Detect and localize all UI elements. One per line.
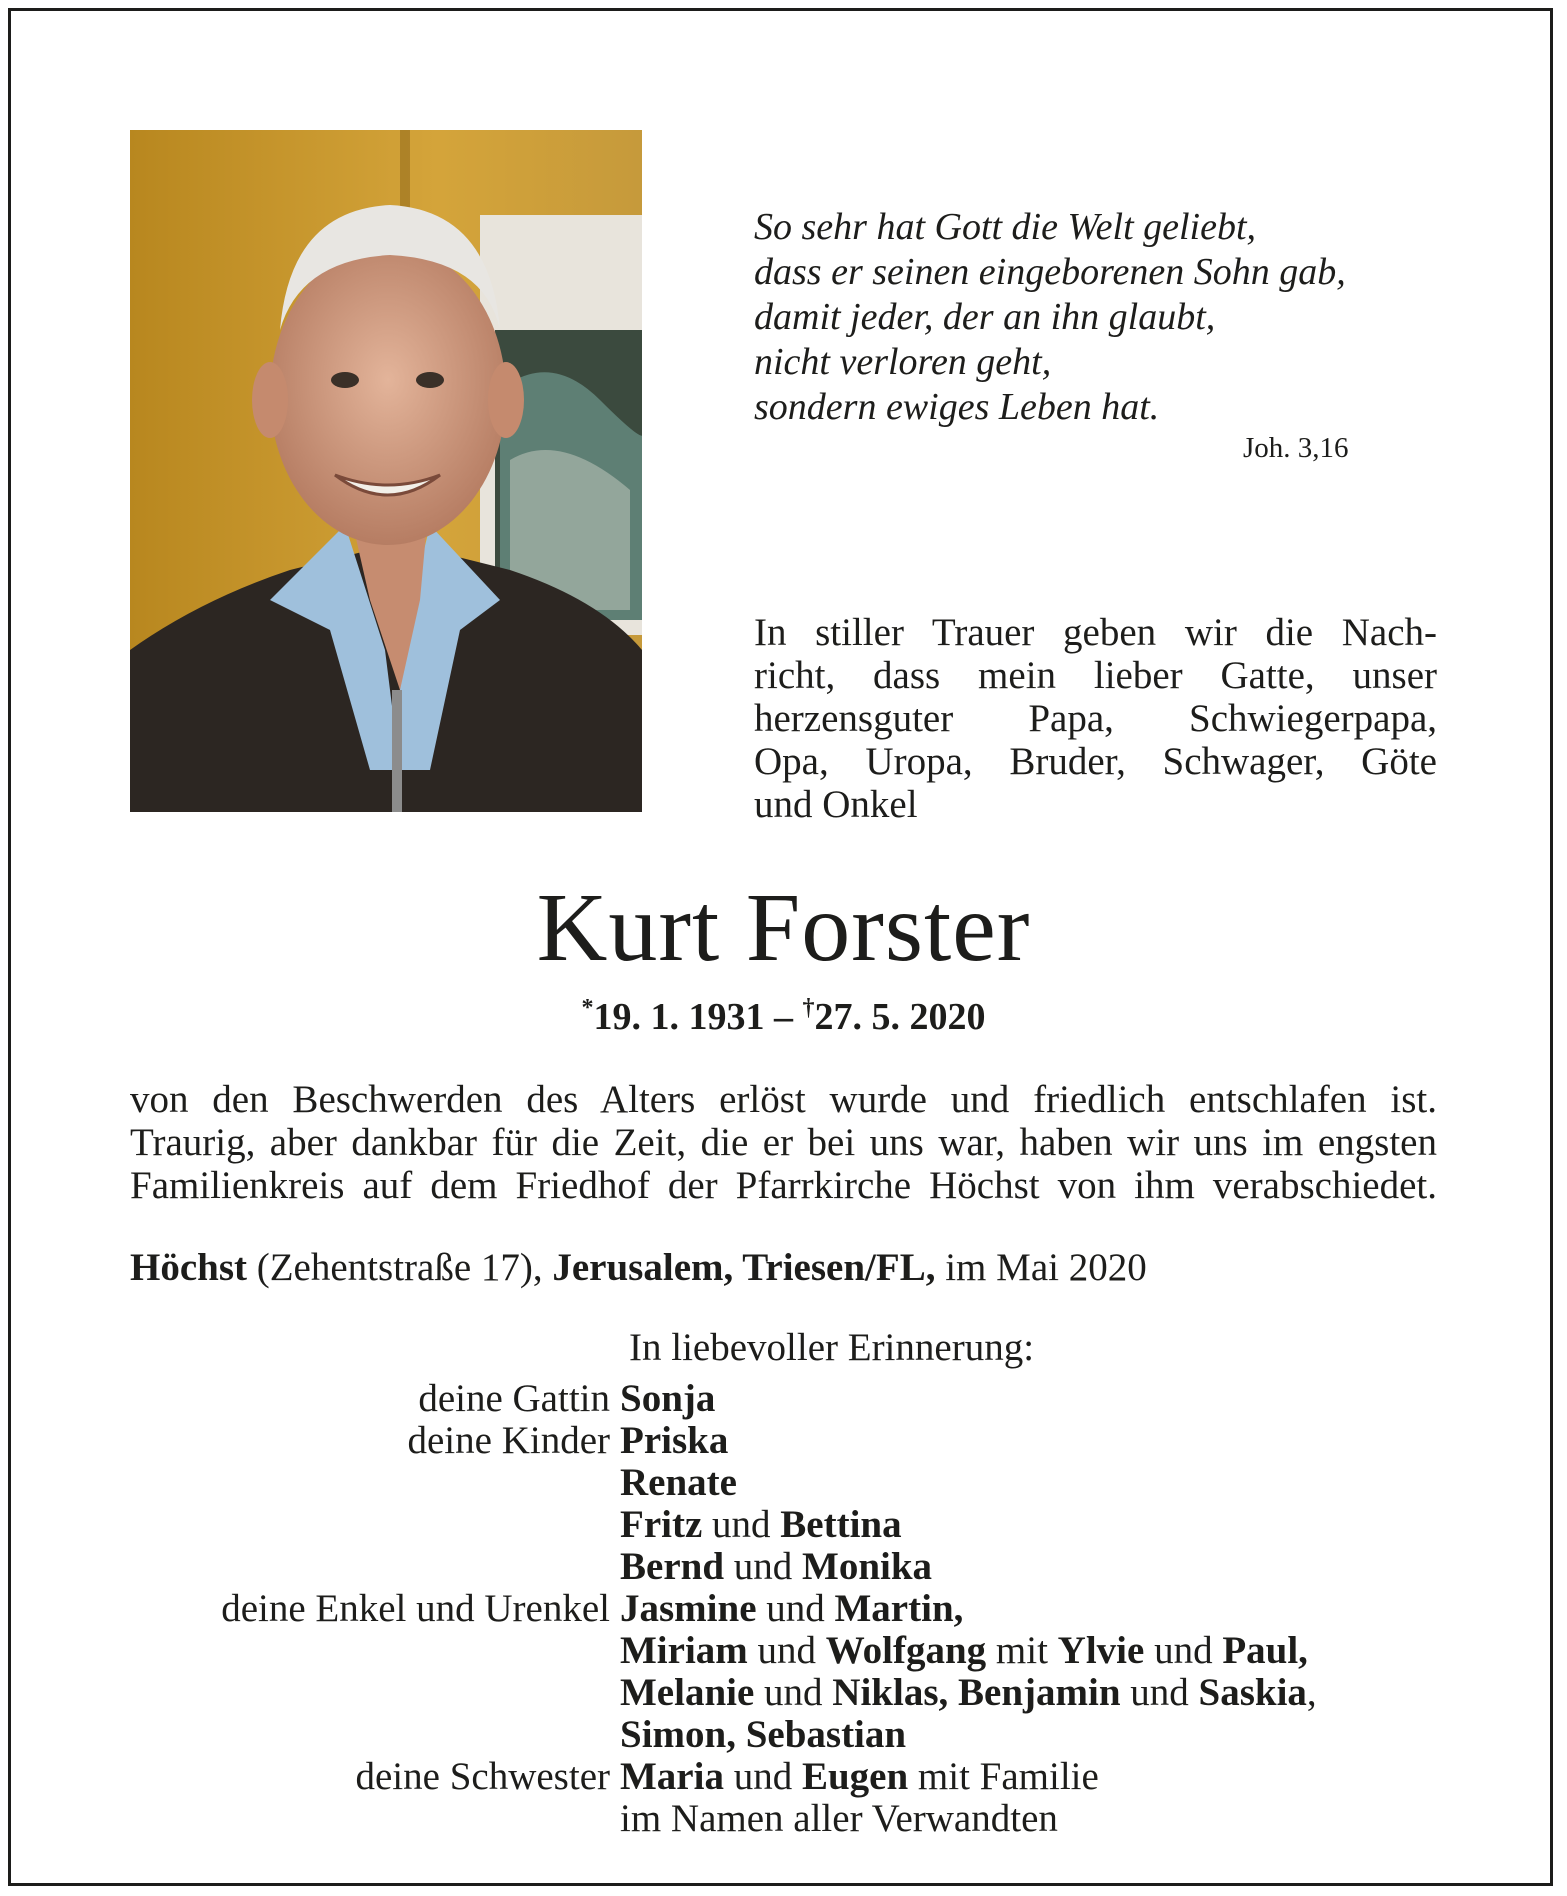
mourner-name: Paul, <box>1222 1629 1308 1672</box>
mourner-name: Simon, Sebastian <box>620 1713 907 1756</box>
place-date-line <box>130 1245 1147 1290</box>
mourner-row <box>0 1378 1567 1420</box>
mourner-name: Martin, <box>834 1587 964 1630</box>
mourner-name: Fritz <box>620 1503 703 1546</box>
mourner-role <box>0 1504 620 1546</box>
mourner-connector: und <box>747 1629 826 1672</box>
mourner-name: Bernd <box>620 1545 725 1588</box>
mourner-connector: und <box>756 1587 835 1630</box>
body-paragraph <box>130 1078 1437 1207</box>
mourner-names <box>620 1756 1099 1798</box>
mourner-row <box>0 1714 1567 1756</box>
mourner-names <box>620 1672 1317 1714</box>
mourner-row <box>0 1756 1567 1798</box>
birth-symbol: * <box>581 995 594 1021</box>
mourner-role: deine Enkel und Urenkel <box>221 1587 610 1630</box>
quote-line: nicht verloren geht, <box>754 341 1052 383</box>
place-town: Höchst <box>130 1246 247 1289</box>
quote-line: So sehr hat Gott die Welt geliebt, <box>754 206 1257 248</box>
mourner-role: deine Gattin <box>418 1377 610 1420</box>
mourner-name: Maria <box>620 1755 724 1798</box>
body-line: Traurig, aber dankbar für die Zeit, die er bei uns war, haben wir uns im engsten <box>130 1121 1437 1164</box>
mourner-role <box>0 1714 620 1756</box>
mourners-list <box>0 1378 1567 1840</box>
life-dates <box>0 995 1567 1039</box>
intro-line: herzensguter Papa, Schwiegerpapa, <box>754 697 1437 740</box>
mourner-names <box>620 1504 902 1546</box>
mourner-row <box>0 1546 1567 1588</box>
mourner-row <box>0 1672 1567 1714</box>
mourner-connector: und <box>723 1755 802 1798</box>
deceased-name: Kurt Forster <box>536 874 1031 982</box>
mourner-name: Eugen <box>801 1755 909 1798</box>
quote-line: dass er seinen eingeborenen Sohn gab, <box>754 251 1346 293</box>
mourner-names <box>620 1588 963 1630</box>
mourner-name: Saskia <box>1198 1671 1307 1714</box>
remembrance-heading: In liebevoller Erinnerung: <box>629 1326 1035 1369</box>
mourner-names <box>620 1798 1058 1840</box>
mourner-name: Renate <box>620 1461 737 1504</box>
mourner-row <box>0 1504 1567 1546</box>
mourner-connector: , <box>1306 1671 1317 1714</box>
mourner-connector: mit Familie <box>908 1755 1099 1798</box>
mourner-role <box>0 1672 620 1714</box>
place-date: im Mai 2020 <box>935 1246 1147 1289</box>
mourner-name: Ylvie <box>1057 1629 1145 1672</box>
mourner-names <box>620 1546 932 1588</box>
mourner-connector: mit <box>986 1629 1058 1672</box>
mourner-names <box>620 1630 1308 1672</box>
death-date: 27. 5. 2020 <box>814 996 986 1038</box>
intro-line: In stiller Trauer geben wir die Nach- <box>754 611 1437 654</box>
mourner-name: Monika <box>802 1545 933 1588</box>
place-other: Jerusalem, Triesen/FL, <box>552 1246 936 1289</box>
mourner-names <box>620 1420 728 1462</box>
mourner-name: Niklas, Benjamin <box>832 1671 1121 1714</box>
mourner-row <box>0 1420 1567 1462</box>
mourner-name: Wolfgang <box>825 1629 987 1672</box>
mourner-connector: und <box>754 1671 833 1714</box>
mourner-name: Melanie <box>620 1671 755 1714</box>
mourner-names <box>620 1378 715 1420</box>
mourner-connector: und <box>702 1503 781 1546</box>
death-symbol: † <box>802 995 815 1021</box>
mourner-connector: im Namen aller Verwandten <box>620 1797 1058 1840</box>
body-line: Familienkreis auf dem Friedhof der Pfarrkirche Höchst von ihm verabschiedet. <box>130 1164 1437 1207</box>
mourner-row <box>0 1798 1567 1840</box>
mourner-name: Miriam <box>620 1629 748 1672</box>
quote-line: sondern ewiges Leben hat. <box>754 386 1160 428</box>
mourner-connector: und <box>1120 1671 1199 1714</box>
body-line: von den Beschwerden des Alters erlöst wurde und friedlich entschlafen ist. <box>130 1078 1437 1121</box>
mourner-role: deine Schwester <box>355 1755 610 1798</box>
mourner-name: Jasmine <box>620 1587 757 1630</box>
date-separator: – <box>764 996 803 1038</box>
mourner-connector: und <box>1144 1629 1223 1672</box>
mourner-name: Priska <box>620 1419 729 1462</box>
bible-quote <box>754 205 1374 430</box>
mourner-row <box>0 1588 1567 1630</box>
intro-line: richt, dass mein lieber Gatte, unser <box>754 654 1437 697</box>
quote-line: damit jeder, der an ihn glaubt, <box>754 296 1216 338</box>
mourner-row <box>0 1630 1567 1672</box>
mourner-role <box>0 1462 620 1504</box>
mourner-row <box>0 1462 1567 1504</box>
intro-line: und Onkel <box>754 783 918 826</box>
mourner-names <box>620 1462 737 1504</box>
mourner-connector: und <box>724 1545 803 1588</box>
intro-paragraph <box>754 611 1437 826</box>
mourner-role <box>0 1630 620 1672</box>
place-address: (Zehentstraße 17), <box>247 1246 553 1289</box>
intro-line: Opa, Uropa, Bruder, Schwager, Göte <box>754 740 1437 783</box>
mourner-names <box>620 1714 906 1756</box>
quote-source: Joh. 3,16 <box>1243 432 1349 464</box>
mourner-role <box>0 1546 620 1588</box>
portrait-photo <box>130 130 642 812</box>
mourner-name: Sonja <box>620 1377 716 1420</box>
mourner-role <box>0 1798 620 1840</box>
mourner-name: Bettina <box>780 1503 902 1546</box>
mourner-role: deine Kinder <box>407 1419 610 1462</box>
birth-date: 19. 1. 1931 <box>593 996 765 1038</box>
